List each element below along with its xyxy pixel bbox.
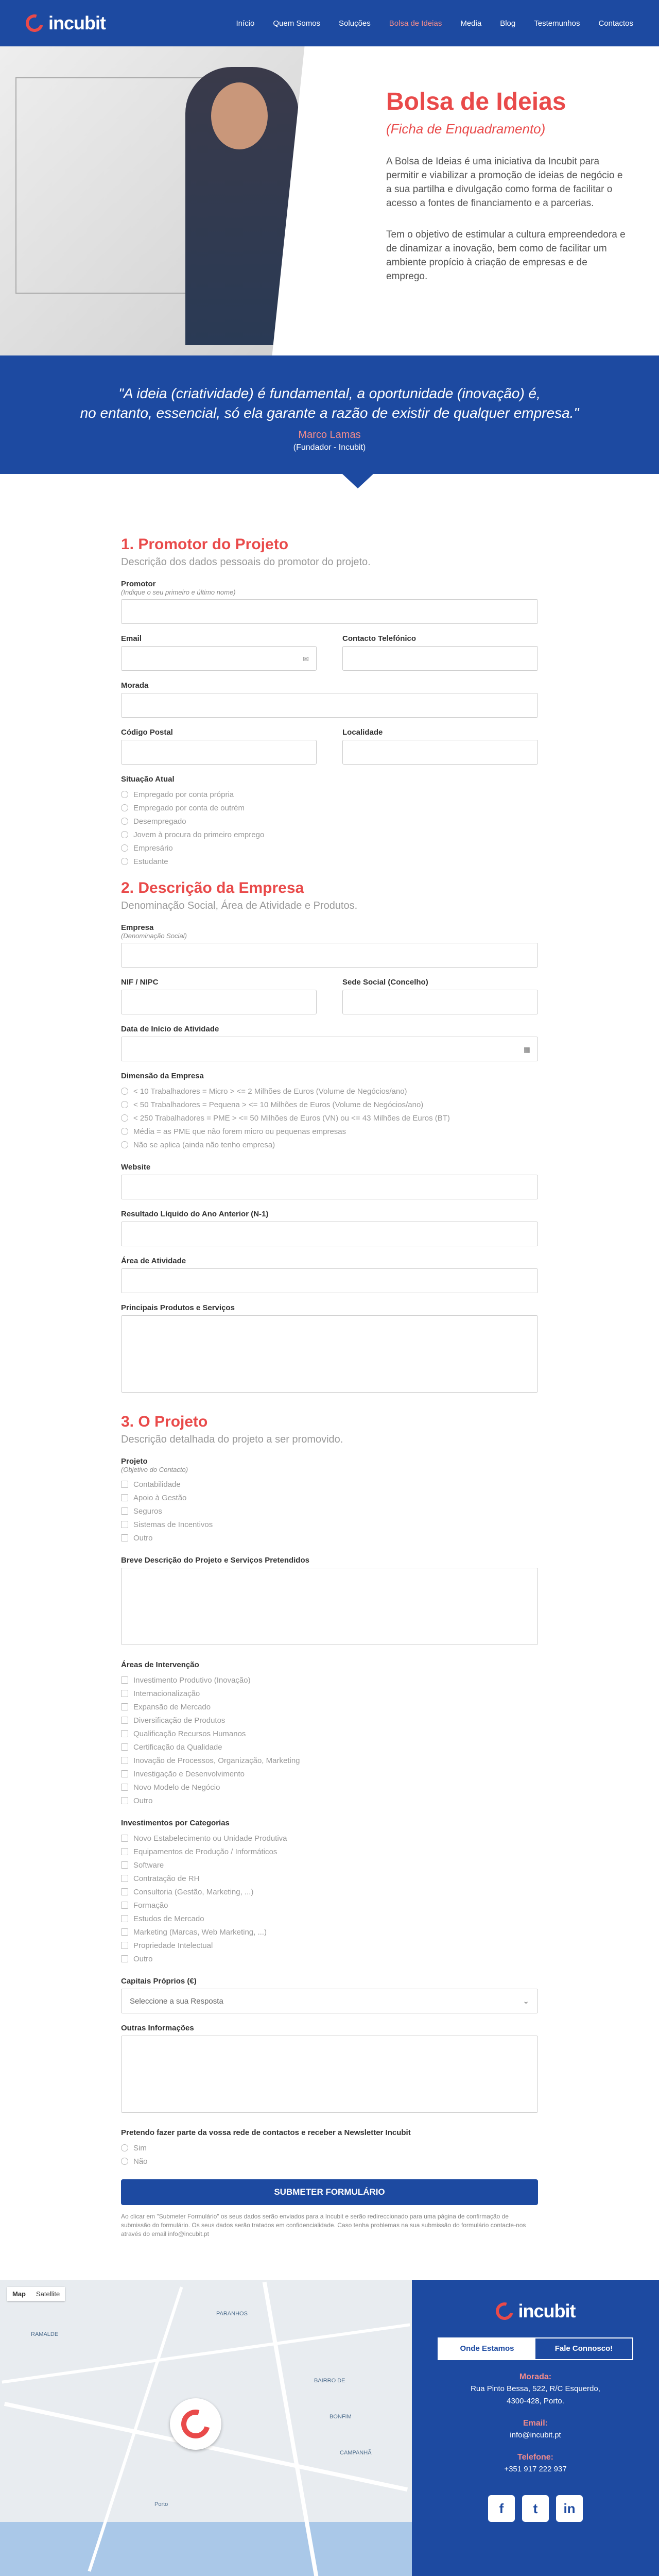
radio-icon bbox=[121, 1088, 128, 1095]
section-1-subtitle: Descrição dos dados pessoais do promotor do projeto. bbox=[121, 556, 371, 568]
email-link[interactable]: info@incubit.pt bbox=[510, 2431, 561, 2439]
projeto-option[interactable]: Seguros bbox=[121, 1504, 538, 1518]
projeto-options bbox=[121, 1478, 538, 1545]
outras-textarea[interactable] bbox=[121, 2036, 538, 2113]
promotor-hint: (Indique o seu primeiro e último nome) bbox=[121, 588, 236, 596]
invest-option[interactable]: Marketing (Marcas, Web Marketing, ...) bbox=[121, 1925, 538, 1939]
quote-section bbox=[0, 355, 659, 474]
invest-label: Investimentos por Categorias bbox=[121, 1819, 230, 1827]
page-subtitle: (Ficha de Enquadramento) bbox=[386, 121, 546, 137]
chevron-down-icon: ⌄ bbox=[523, 1997, 529, 2006]
checkbox-icon bbox=[121, 1690, 128, 1697]
promotor-input[interactable] bbox=[121, 599, 538, 624]
nav-item-contactos[interactable]: Contactos bbox=[598, 19, 633, 28]
map-tab-map[interactable]: Map bbox=[12, 2290, 26, 2298]
checkbox-icon bbox=[121, 1757, 128, 1764]
checkbox-icon bbox=[121, 1797, 128, 1804]
checkbox-icon bbox=[121, 1743, 128, 1751]
envelope-icon: ✉ bbox=[303, 655, 309, 663]
postal-code-label: Código Postal bbox=[121, 728, 173, 737]
empresa-label: Empresa bbox=[121, 923, 154, 932]
nif-label: NIF / NIPC bbox=[121, 978, 159, 987]
email-label: Email bbox=[121, 634, 142, 643]
quote-author: Marco Lamas bbox=[298, 429, 361, 440]
projeto-label: Projeto bbox=[121, 1457, 148, 1466]
phone-link[interactable]: +351 917 222 937 bbox=[504, 2465, 567, 2473]
situacao-option[interactable]: Desempregado bbox=[121, 815, 538, 828]
map-label: BONFIM bbox=[330, 2414, 352, 2420]
checkbox-icon bbox=[121, 1770, 128, 1777]
contact-tabs bbox=[438, 2337, 633, 2360]
projeto-option[interactable]: Apoio à Gestão bbox=[121, 1491, 538, 1504]
breve-textarea[interactable] bbox=[121, 1568, 538, 1645]
navbar bbox=[0, 0, 659, 46]
section-1-title: 1. Promotor do Projeto bbox=[121, 536, 289, 553]
checkbox-icon bbox=[121, 1928, 128, 1936]
map-label: PARANHOS bbox=[216, 2311, 248, 2317]
produtos-label: Principais Produtos e Serviços bbox=[121, 1303, 235, 1312]
areas-option[interactable]: Investimento Produtivo (Inovação) bbox=[121, 1673, 538, 1687]
dimensao-option[interactable]: < 50 Trabalhadores = Pequena > <= 10 Milhões de Euros (Volume de Negócios/ano) bbox=[121, 1098, 538, 1111]
checkbox-icon bbox=[121, 1902, 128, 1909]
areas-option[interactable]: Qualificação Recursos Humanos bbox=[121, 1727, 538, 1740]
situacao-option[interactable]: Empregado por conta de outrém bbox=[121, 801, 538, 815]
nif-input[interactable] bbox=[121, 990, 317, 1014]
invest-option[interactable]: Software bbox=[121, 1858, 538, 1872]
tab-onde-estamos[interactable]: Onde Estamos bbox=[439, 2338, 535, 2359]
radio-icon bbox=[121, 1101, 128, 1108]
areas-option[interactable]: Investigação e Desenvolvimento bbox=[121, 1767, 538, 1781]
dimensao-option[interactable]: Média = as PME que não forem micro ou pequenas empresas bbox=[121, 1125, 538, 1138]
dimensao-label: Dimensão da Empresa bbox=[121, 1072, 204, 1080]
morada-input[interactable] bbox=[121, 693, 538, 718]
checkbox-icon bbox=[121, 1521, 128, 1528]
brand-name: incubit bbox=[48, 12, 106, 33]
quote-line-2: no entanto, essencial, só ela garante a razão de existir de qualquer empresa." bbox=[80, 405, 579, 421]
invest-option[interactable]: Consultoria (Gestão, Marketing, ...) bbox=[121, 1885, 538, 1899]
logo-icon bbox=[492, 2299, 516, 2323]
capitais-select[interactable] bbox=[121, 1989, 538, 2013]
quote-line-1: "A ideia (criatividade) é fundamental, a oportunidade (inovação) é, bbox=[118, 385, 541, 401]
nav-item-inicio[interactable]: Início bbox=[236, 19, 255, 28]
nav-item-bolsa-de-ideias[interactable]: Bolsa de Ideias bbox=[389, 19, 442, 28]
areas-label: Áreas de Intervenção bbox=[121, 1660, 199, 1669]
situacao-option[interactable]: Jovem à procura do primeiro emprego bbox=[121, 828, 538, 841]
map-label: CAMPANHÃ bbox=[340, 2450, 372, 2456]
capitais-select-value: Seleccione a sua Resposta bbox=[130, 1996, 223, 2006]
radio-icon bbox=[121, 804, 128, 811]
map-label: BAIRRO DE bbox=[314, 2378, 345, 2384]
checkbox-icon bbox=[121, 1888, 128, 1895]
checkbox-icon bbox=[121, 1848, 128, 1855]
phone-input[interactable] bbox=[342, 646, 538, 671]
map-pin-icon[interactable] bbox=[170, 2398, 221, 2450]
radio-icon bbox=[121, 818, 128, 825]
linkedin-icon[interactable]: in bbox=[556, 2495, 583, 2522]
postal-code-input[interactable] bbox=[121, 740, 317, 765]
invest-option[interactable]: Propriedade Intelectual bbox=[121, 1939, 538, 1952]
projeto-option[interactable]: Contabilidade bbox=[121, 1478, 538, 1491]
section-3-title: 3. O Projeto bbox=[121, 1413, 208, 1430]
projeto-hint: (Objetivo do Contacto) bbox=[121, 1466, 188, 1473]
situacao-option[interactable]: Estudante bbox=[121, 855, 538, 868]
quote-arrow bbox=[342, 474, 373, 488]
outras-label: Outras Informações bbox=[121, 2024, 194, 2032]
logo-icon bbox=[23, 11, 46, 35]
hero-paragraph-1: A Bolsa de Ideias é uma iniciativa da Incubit para permitir e viabilizar a promoção de ideias de negócio e a sua partilha e divulgação como forma de facilitar o acesso a fontes de financiamento e a parcerias. bbox=[386, 156, 623, 209]
breve-label: Breve Descrição do Projeto e Serviços Pretendidos bbox=[121, 1556, 309, 1565]
radio-icon bbox=[121, 791, 128, 798]
nav-item-quem-somos[interactable]: Quem Somos bbox=[273, 19, 321, 28]
areas-option[interactable]: Expansão de Mercado bbox=[121, 1700, 538, 1714]
invest-option[interactable]: Outro bbox=[121, 1952, 538, 1965]
invest-option[interactable]: Formação bbox=[121, 1899, 538, 1912]
situacao-label: Situação Atual bbox=[121, 775, 175, 784]
logo-icon bbox=[176, 2404, 215, 2444]
situacao-options bbox=[121, 788, 538, 868]
brand-name: incubit bbox=[518, 2300, 576, 2321]
map-label: RAMALDE bbox=[31, 2331, 59, 2337]
map-type-toggle bbox=[7, 2287, 65, 2301]
checkbox-icon bbox=[121, 1717, 128, 1724]
invest-option[interactable]: Novo Estabelecimento ou Unidade Produtiva bbox=[121, 1832, 538, 1845]
twitter-icon[interactable]: t bbox=[522, 2495, 549, 2522]
checkbox-icon bbox=[121, 1942, 128, 1949]
area-input[interactable] bbox=[121, 1268, 538, 1293]
checkbox-icon bbox=[121, 1534, 128, 1541]
dimensao-options bbox=[121, 1084, 538, 1151]
empresa-hint: (Denominação Social) bbox=[121, 932, 187, 940]
location-section bbox=[0, 2280, 659, 2576]
nav-item-solucoes[interactable]: Soluções bbox=[339, 19, 371, 28]
radio-icon bbox=[121, 2158, 128, 2165]
radio-icon bbox=[121, 1128, 128, 1135]
website-label: Website bbox=[121, 1163, 151, 1172]
situacao-option[interactable]: Empregado por conta própria bbox=[121, 788, 538, 801]
resultado-label: Resultado Líquido do Ano Anterior (N-1) bbox=[121, 1210, 269, 1218]
resultado-input[interactable] bbox=[121, 1222, 538, 1246]
nav-item-blog[interactable]: Blog bbox=[500, 19, 516, 28]
radio-icon bbox=[121, 1141, 128, 1148]
areas-option[interactable]: Novo Modelo de Negócio bbox=[121, 1781, 538, 1794]
checkbox-icon bbox=[121, 1730, 128, 1737]
newsletter-option-no[interactable]: Não bbox=[121, 2155, 538, 2168]
main-nav bbox=[236, 19, 633, 28]
address-line-2: 4300-428, Porto. bbox=[507, 2397, 564, 2405]
hero-section bbox=[0, 46, 659, 355]
localidade-label: Localidade bbox=[342, 728, 383, 737]
radio-icon bbox=[121, 858, 128, 865]
ideas-form bbox=[121, 474, 538, 2249]
hero-paragraph-2: Tem o objetivo de estimular a cultura empreendedora e de dinamizar a inovação, bem como de facilitar um ambiente propício à criação de empresas e de emprego. bbox=[386, 229, 626, 282]
sede-input[interactable] bbox=[342, 990, 538, 1014]
form-disclaimer: Ao clicar em "Submeter Formulário" os seus dados serão enviados para a Incubit e serão redireccionado para uma página de confirmação de submissão do formulário. Os seus dados serão tratados em confidencialidade. Caso tenha problemas na sua submissão do formulário contacte-nos através do email info@incubit.pt bbox=[121, 2213, 526, 2238]
checkbox-icon bbox=[121, 1507, 128, 1515]
page-title: Bolsa de Ideias bbox=[386, 88, 566, 115]
submit-button[interactable]: SUBMETER FORMULÁRIO bbox=[121, 2179, 538, 2205]
email-input[interactable] bbox=[121, 646, 317, 671]
dimensao-option[interactable]: Não se aplica (ainda não tenho empresa) bbox=[121, 1138, 538, 1151]
invest-option[interactable]: Equipamentos de Produção / Informáticos bbox=[121, 1845, 538, 1858]
areas-options bbox=[121, 1673, 538, 1807]
address-heading: Morada: bbox=[519, 2372, 552, 2381]
radio-icon bbox=[121, 1114, 128, 1122]
areas-option[interactable]: Inovação de Processos, Organização, Marketing bbox=[121, 1754, 538, 1767]
area-label: Área de Atividade bbox=[121, 1257, 186, 1265]
nav-item-media[interactable]: Media bbox=[460, 19, 482, 28]
projeto-option[interactable]: Outro bbox=[121, 1531, 538, 1545]
newsletter-options bbox=[121, 2141, 538, 2168]
section-3-subtitle: Descrição detalhada do projeto a ser promovido. bbox=[121, 1434, 343, 1445]
person-head-illustration bbox=[211, 82, 268, 149]
social-links bbox=[412, 2495, 659, 2522]
dimensao-option[interactable]: < 250 Trabalhadores = PME > <= 50 Milhões de Euros (VN) ou <= 43 Milhões de Euros (BT) bbox=[121, 1111, 538, 1125]
map[interactable] bbox=[0, 2280, 412, 2576]
quote-role: (Fundador - Incubit) bbox=[293, 443, 366, 452]
dimensao-option[interactable]: < 10 Trabalhadores = Micro > <= 2 Milhões de Euros (Volume de Negócios/ano) bbox=[121, 1084, 538, 1098]
newsletter-option-yes[interactable]: Sim bbox=[121, 2141, 538, 2155]
hero-image bbox=[0, 46, 319, 355]
road-shape bbox=[2, 2323, 410, 2383]
nav-item-testemunhos[interactable]: Testemunhos bbox=[534, 19, 580, 28]
checkbox-icon bbox=[121, 1915, 128, 1922]
projeto-option[interactable]: Sistemas de Incentivos bbox=[121, 1518, 538, 1531]
checkbox-icon bbox=[121, 1784, 128, 1791]
hero-text bbox=[386, 88, 628, 283]
contacts-panel bbox=[412, 2280, 659, 2576]
situacao-option[interactable]: Empresário bbox=[121, 841, 538, 855]
checkbox-icon bbox=[121, 1835, 128, 1842]
phone-heading: Telefone: bbox=[517, 2453, 553, 2462]
section-2-title: 2. Descrição da Empresa bbox=[121, 879, 304, 896]
checkbox-icon bbox=[121, 1861, 128, 1869]
website-input[interactable] bbox=[121, 1175, 538, 1199]
radio-icon bbox=[121, 831, 128, 838]
empresa-input[interactable] bbox=[121, 943, 538, 968]
invest-option[interactable]: Contratação de RH bbox=[121, 1872, 538, 1885]
radio-icon bbox=[121, 844, 128, 852]
sede-label: Sede Social (Concelho) bbox=[342, 978, 428, 987]
data-inicio-label: Data de Início de Atividade bbox=[121, 1025, 219, 1033]
invest-option[interactable]: Estudos de Mercado bbox=[121, 1912, 538, 1925]
brand-logo-footer bbox=[412, 2300, 659, 2322]
areas-option[interactable]: Internacionalização bbox=[121, 1687, 538, 1700]
newsletter-label: Pretendo fazer parte da vossa rede de contactos e receber a Newsletter Incubit bbox=[121, 2128, 411, 2137]
morada-label: Morada bbox=[121, 681, 149, 690]
areas-option[interactable]: Diversificação de Produtos bbox=[121, 1714, 538, 1727]
checkbox-icon bbox=[121, 1703, 128, 1710]
capitais-label: Capitais Próprios (€) bbox=[121, 1977, 197, 1986]
address-line-1: Rua Pinto Bessa, 522, R/C Esquerdo, bbox=[471, 2384, 600, 2393]
tab-fale-connosco[interactable]: Fale Connosco! bbox=[554, 2344, 613, 2353]
facebook-icon[interactable]: f bbox=[488, 2495, 515, 2522]
invest-options bbox=[121, 1832, 538, 1965]
checkbox-icon bbox=[121, 1955, 128, 1962]
checkbox-icon bbox=[121, 1494, 128, 1501]
checkbox-icon bbox=[121, 1481, 128, 1488]
email-heading: Email: bbox=[523, 2419, 548, 2428]
areas-option[interactable]: Outro bbox=[121, 1794, 538, 1807]
river-shape bbox=[0, 2522, 412, 2576]
brand-logo[interactable] bbox=[26, 12, 106, 34]
checkbox-icon bbox=[121, 1875, 128, 1882]
calendar-icon[interactable]: ▦ bbox=[523, 1045, 530, 1054]
promotor-label: Promotor bbox=[121, 580, 156, 588]
map-tab-satellite[interactable]: Satellite bbox=[36, 2290, 60, 2298]
data-inicio-input[interactable] bbox=[121, 1037, 538, 1061]
checkbox-icon bbox=[121, 1676, 128, 1684]
produtos-textarea[interactable] bbox=[121, 1315, 538, 1393]
phone-label: Contacto Telefónico bbox=[342, 634, 417, 643]
areas-option[interactable]: Certificação da Qualidade bbox=[121, 1740, 538, 1754]
map-label: Porto bbox=[154, 2501, 168, 2507]
section-2-subtitle: Denominação Social, Área de Atividade e Produtos. bbox=[121, 900, 358, 911]
radio-icon bbox=[121, 2144, 128, 2151]
localidade-input[interactable] bbox=[342, 740, 538, 765]
